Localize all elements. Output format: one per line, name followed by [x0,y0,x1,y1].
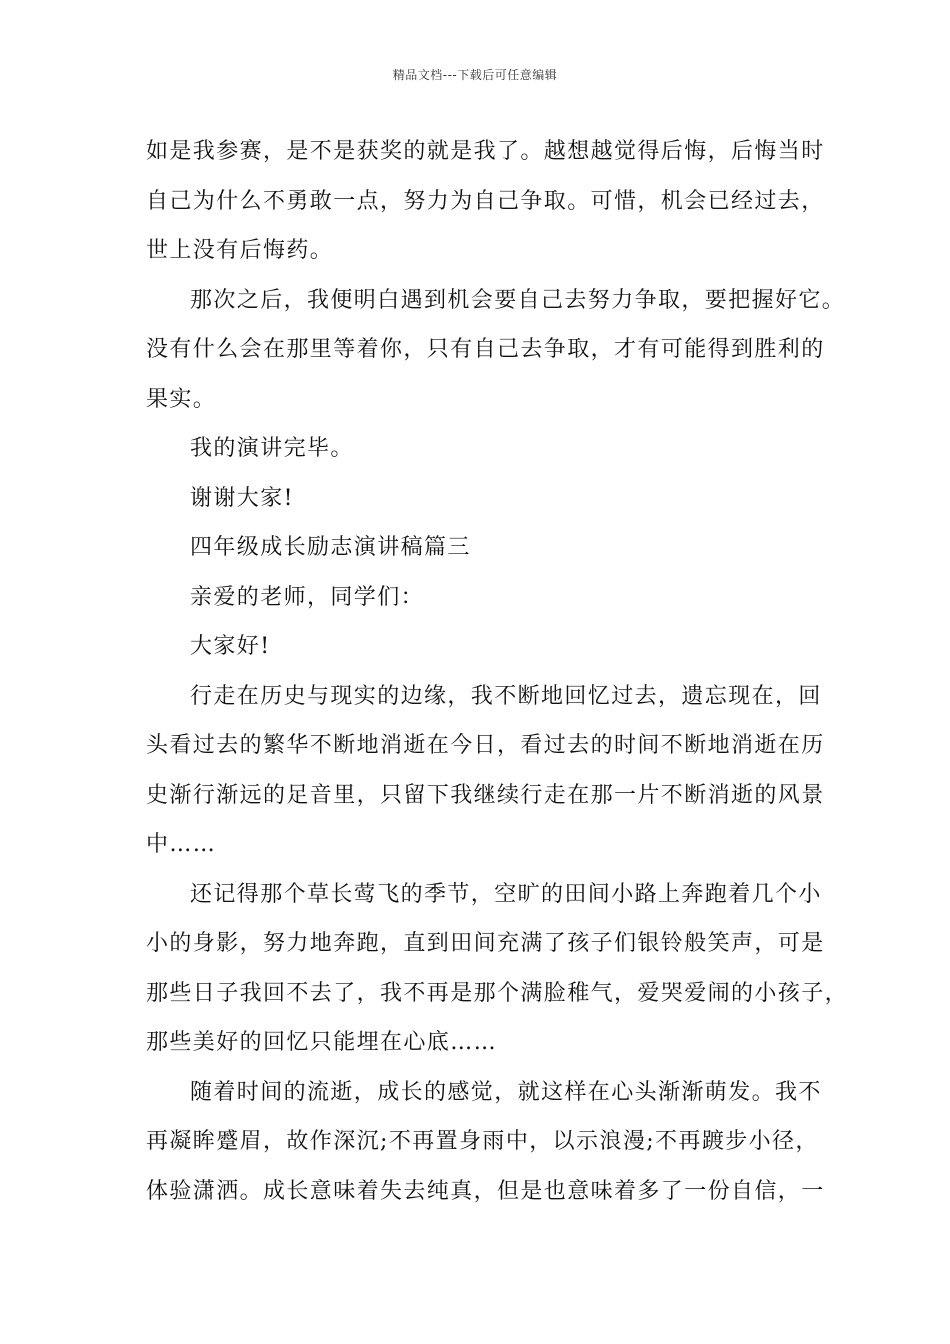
page-header: 精品文档---下载后可任意编辑 [392,68,558,82]
text-line: 如是我参赛，是不是获奖的就是我了。越想越觉得后悔，后悔当时 [146,139,825,164]
text-line: 我的演讲完毕。 [190,436,354,461]
text-line: 史渐行渐远的足音里，只留下我继续行走在那一片不断消逝的风景 [146,782,825,808]
text-line: 中…… [146,832,217,857]
document-body [146,131,849,1220]
text-line: 再凝眸蹙眉，故作深沉;不再置身雨中，以示浪漫;不再踱步小径， [146,1129,819,1154]
section-heading: 四年级成长励志演讲稿篇三 [190,535,471,560]
text-line: 那些日子我回不去了，我不再是那个满脸稚气，爱哭爱闹的小孩子， [146,980,849,1006]
text-line: 果实。 [146,386,217,412]
text-line: 行走在历史与现实的边缘，我不断地回忆过去，遗忘现在，回 [190,683,822,709]
text-line: 小的身影，努力地奔跑，直到田间充满了孩子们银铃般笑声，可是 [146,931,825,956]
text-line: 没有什么会在那里等着你，只有自己去争取，才有可能得到胜利的 [146,337,825,362]
text-line: 亲爱的老师，同学们： [190,584,425,610]
text-line: 头看过去的繁华不断地消逝在今日，看过去的时间不断地消逝在历 [146,733,825,758]
text-line: 那些美好的回忆只能埋在心底…… [146,1030,498,1055]
text-line: 还记得那个草长莺飞的季节，空旷的田间小路上奔跑着几个小 [190,881,822,907]
text-line: 随着时间的流逝，成长的感觉，就这样在心头渐渐萌发。我不 [190,1079,822,1105]
text-line: 世上没有后悔药。 [146,238,334,263]
text-line: 那次之后，我便明白遇到机会要自己去努力争取，要把握好它。 [190,287,846,313]
text-line: 大家好! [190,634,271,659]
text-line: 体验潇洒。成长意味着失去纯真，但是也意味着多了一份自信，一 [146,1178,825,1204]
text-line: 谢谢大家! [190,485,294,511]
text-line: 自己为什么不勇敢一点，努力为自己争取。可惜，机会已经过去， [146,188,825,214]
